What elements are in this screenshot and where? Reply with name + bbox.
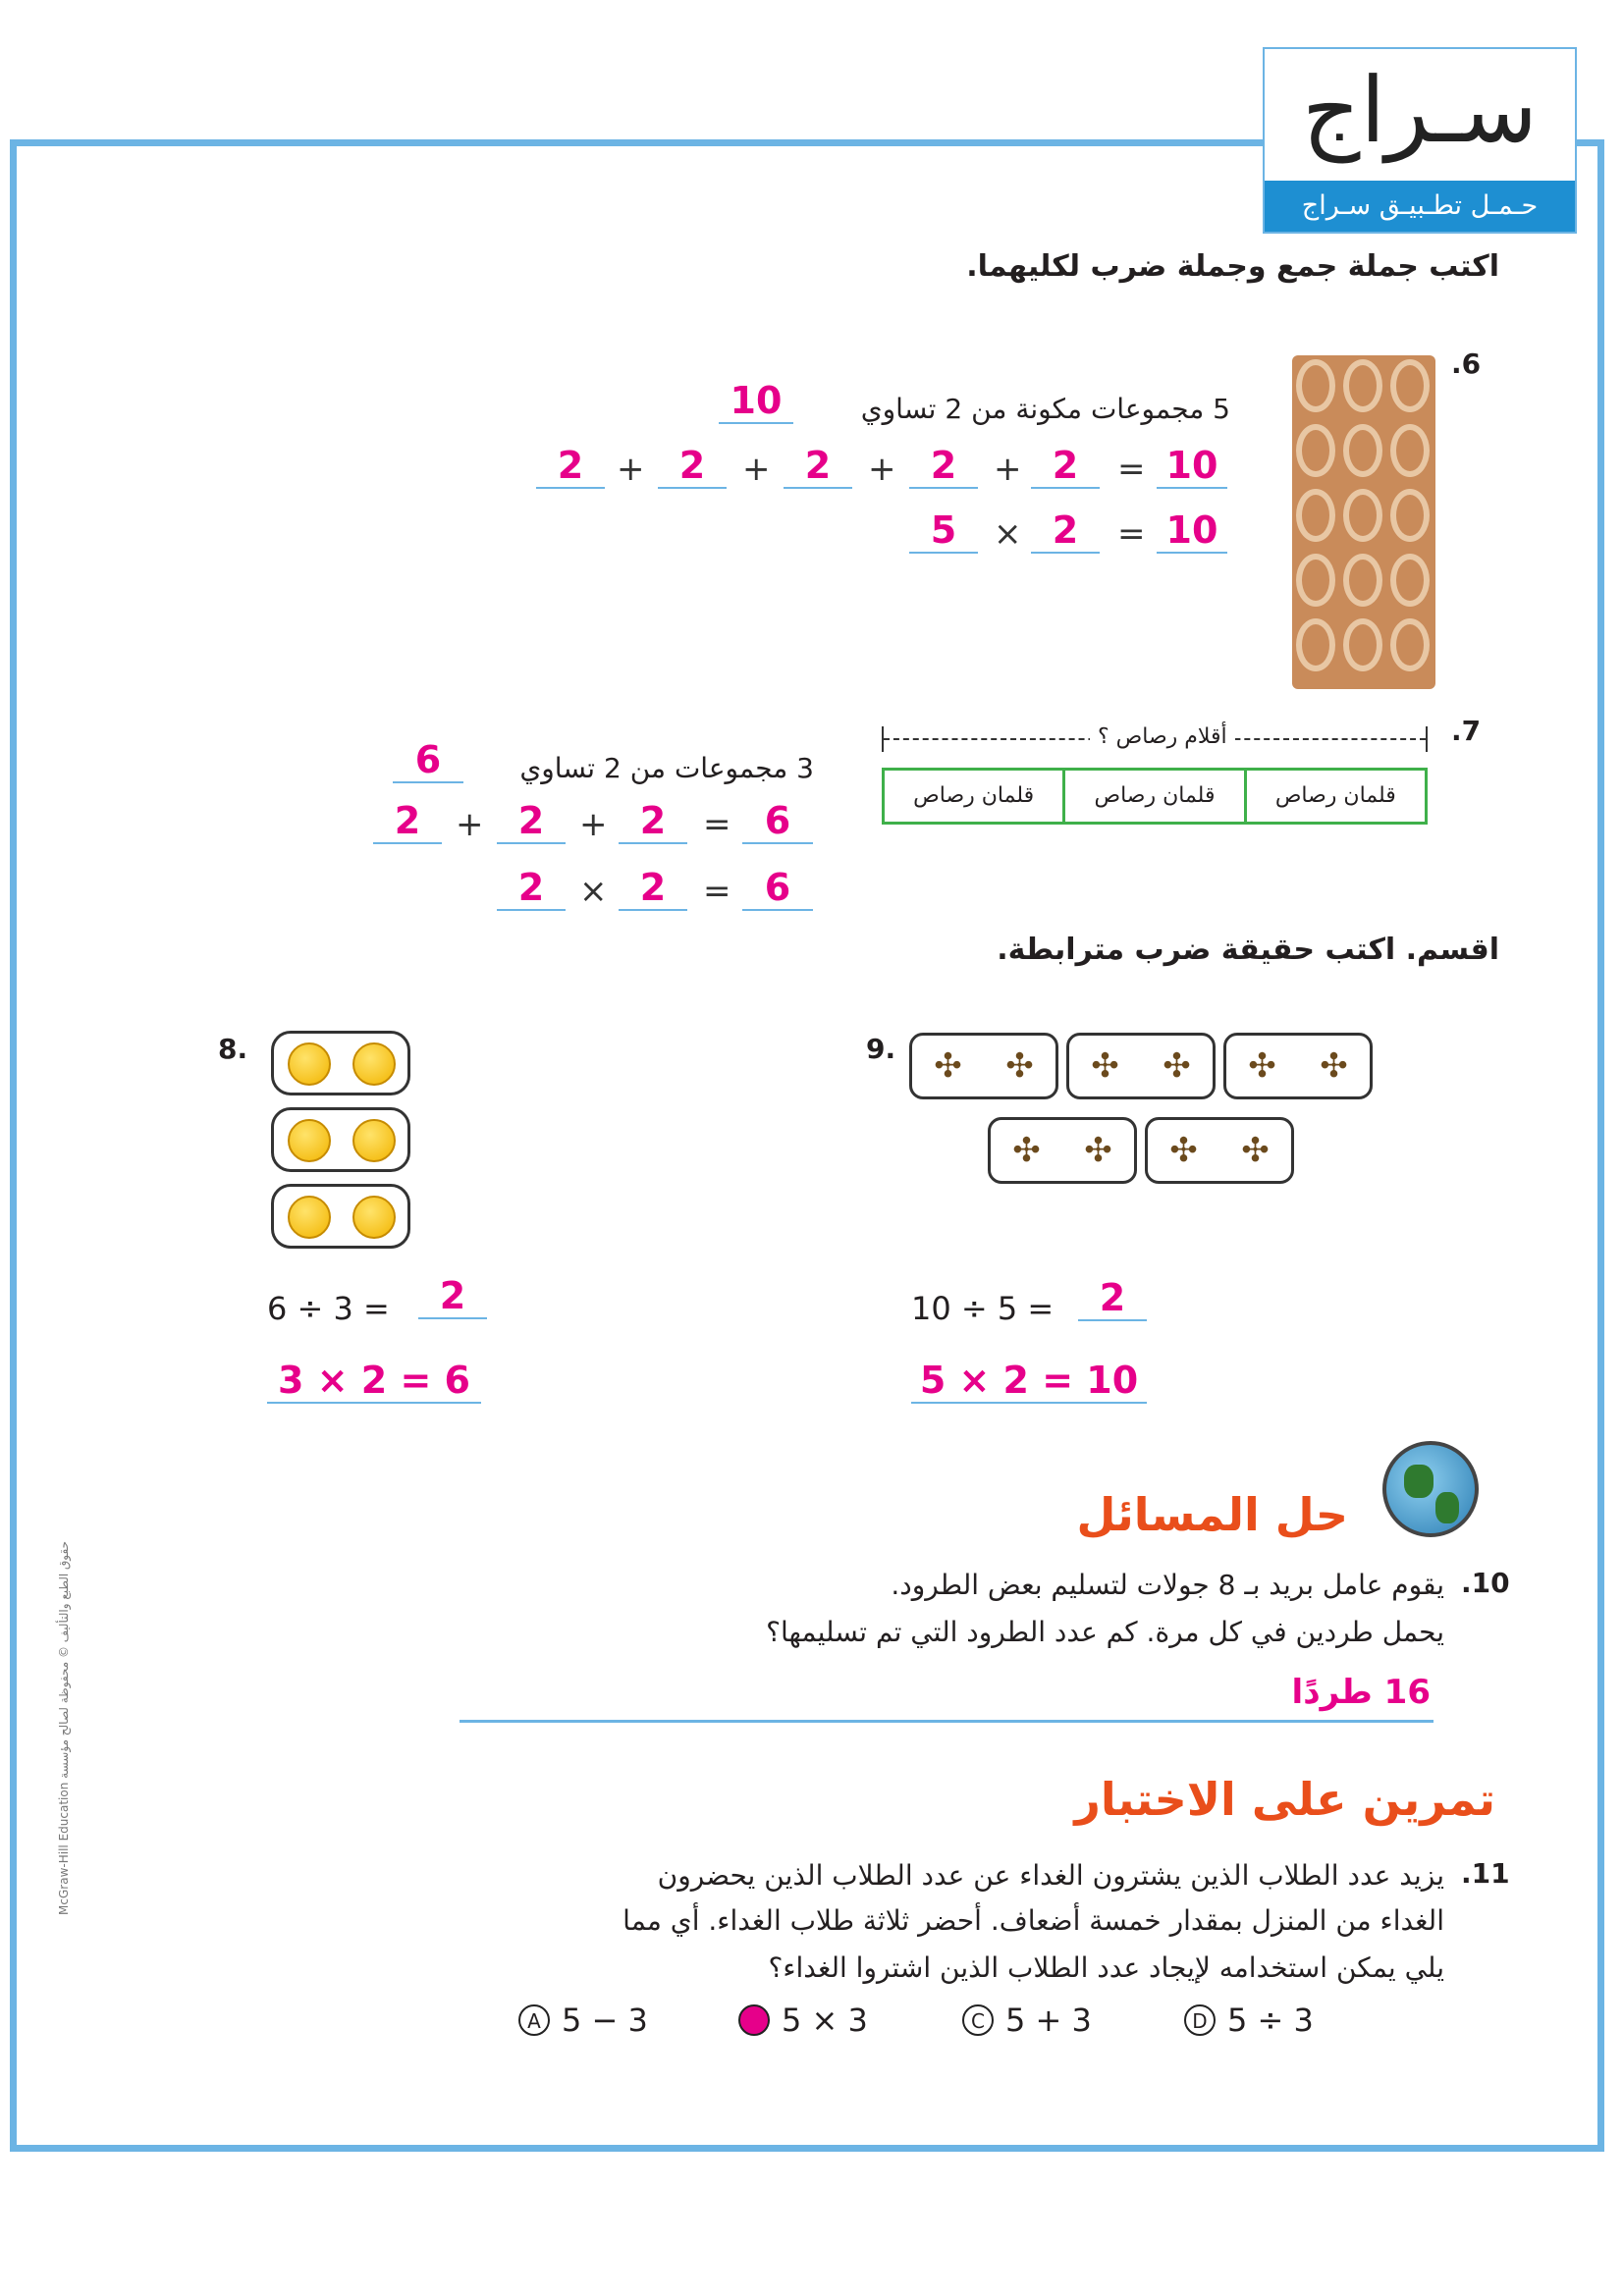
instruction-1: اكتب جملة جمع وجملة ضرب لكليهما. bbox=[966, 249, 1499, 284]
q7-number: .7 bbox=[1451, 715, 1482, 747]
choice-bubble-selected[interactable]: B bbox=[738, 2004, 770, 2036]
bar-cell: قلمان رصاص bbox=[1244, 771, 1425, 822]
q11-line2: الغداء من المنزل بمقدار خمسة أضعاف. أحضر ثلاثة طلاب الغداء. أي مما bbox=[622, 1904, 1444, 1937]
q6-number: .6 bbox=[1451, 347, 1482, 380]
q11-number: .11 bbox=[1461, 1857, 1510, 1890]
q6-answer[interactable]: 10 bbox=[719, 379, 793, 424]
q6-statement: 5 مجموعات مكونة من 2 تساوي bbox=[860, 393, 1230, 425]
bar-tick-right bbox=[1426, 726, 1428, 752]
globe-icon bbox=[1382, 1441, 1479, 1537]
counter-group bbox=[271, 1184, 410, 1249]
q8-fact[interactable]: 3 × 2 = 6 bbox=[267, 1359, 481, 1404]
q6-addend-3[interactable]: 2 bbox=[784, 444, 852, 489]
choice-c[interactable] bbox=[962, 2001, 1092, 2040]
logo-subtitle: حـمـل تطـبيـق سـراج bbox=[1265, 181, 1575, 232]
plus-sign: + bbox=[742, 450, 771, 489]
q8-number: 8. bbox=[218, 1033, 248, 1065]
q11-line3: يلي يمكن استخدامه لإيجاد عدد الطلاب الذين اشتروا الغداء؟ bbox=[768, 1951, 1444, 1984]
plus-sign: + bbox=[994, 450, 1022, 489]
pretzel-image bbox=[1292, 355, 1435, 689]
equals-sign: = bbox=[1117, 450, 1146, 489]
plus-sign: + bbox=[456, 805, 484, 844]
q9-division: 10 ÷ 5 = bbox=[911, 1290, 1055, 1327]
section-test-practice: تمرين على الاختبار bbox=[1074, 1773, 1495, 1826]
bee-group: ✣ ✣ bbox=[1223, 1033, 1373, 1099]
q11-line1: يزيد عدد الطلاب الذين يشترون الغداء عن عدد الطلاب الذين يحضرون bbox=[657, 1859, 1444, 1892]
q7-statement: 3 مجموعات من 2 تساوي bbox=[519, 752, 814, 784]
copyright-note: حقوق الطبع والتأليف © محفوظة لصالح مؤسسة McGraw-Hill Education bbox=[57, 1541, 71, 1915]
bee-group: ✣ ✣ bbox=[909, 1033, 1058, 1099]
q7-mult-a[interactable]: 2 bbox=[497, 866, 566, 911]
bar-cell: قلمان رصاص bbox=[1062, 771, 1243, 822]
answer-line bbox=[460, 1720, 1434, 1723]
choice-bubble[interactable]: C bbox=[962, 2004, 994, 2036]
counter-group bbox=[271, 1031, 410, 1095]
q6-addend-4[interactable]: 2 bbox=[909, 444, 978, 489]
q9-number: 9. bbox=[866, 1033, 896, 1065]
section-problem-solving: حل المسائل bbox=[1076, 1488, 1348, 1541]
choice-text: 5 × 3 bbox=[782, 2002, 868, 2039]
q10-line1: يقوم عامل بريد بـ 8 جولات لتسليم بعض الطرود. bbox=[891, 1569, 1444, 1601]
plus-sign: + bbox=[868, 450, 896, 489]
bar-label: أقلام رصاص ؟ bbox=[1090, 724, 1235, 749]
plus-sign: + bbox=[617, 450, 645, 489]
equals-sign: = bbox=[1117, 514, 1146, 554]
q8-division: 6 ÷ 3 = bbox=[267, 1290, 390, 1327]
q6-mult-a[interactable]: 5 bbox=[909, 508, 978, 554]
bee-group: ✣ ✣ bbox=[988, 1117, 1137, 1184]
choice-text: 5 − 3 bbox=[562, 2002, 648, 2039]
times-sign: × bbox=[994, 514, 1022, 554]
bee-group: ✣ ✣ bbox=[1145, 1117, 1294, 1184]
counter-group bbox=[271, 1107, 410, 1172]
q7-sum[interactable]: 6 bbox=[742, 799, 813, 844]
equals-sign: = bbox=[703, 872, 731, 911]
q7-addend-2[interactable]: 2 bbox=[497, 799, 566, 844]
choice-text: 5 + 3 bbox=[1005, 2002, 1092, 2039]
q7-answer[interactable]: 6 bbox=[393, 738, 463, 783]
choice-bubble[interactable]: D bbox=[1184, 2004, 1216, 2036]
choice-a[interactable] bbox=[518, 2001, 648, 2040]
q6-mult-b[interactable]: 2 bbox=[1031, 508, 1100, 554]
q6-product[interactable]: 10 bbox=[1157, 508, 1227, 554]
choice-b[interactable] bbox=[738, 2001, 868, 2040]
plus-sign: + bbox=[579, 805, 608, 844]
choice-text: 5 ÷ 3 bbox=[1227, 2002, 1314, 2039]
q6-addend-2[interactable]: 2 bbox=[658, 444, 727, 489]
q10-number: .10 bbox=[1461, 1567, 1510, 1599]
siraj-logo[interactable] bbox=[1263, 47, 1577, 234]
bee-group: ✣ ✣ bbox=[1066, 1033, 1216, 1099]
q9-fact[interactable]: 5 × 2 = 10 bbox=[911, 1359, 1147, 1404]
logo-title: سـراج bbox=[1302, 58, 1538, 163]
q10-line2: يحمل طردين في كل مرة. كم عدد الطرود التي تم تسليمها؟ bbox=[766, 1616, 1444, 1648]
bar-cell: قلمان رصاص bbox=[913, 783, 1035, 808]
choice-bubble[interactable]: A bbox=[518, 2004, 550, 2036]
q9-quotient[interactable]: 2 bbox=[1078, 1276, 1147, 1321]
choice-d[interactable] bbox=[1184, 2001, 1314, 2040]
instruction-2: اقسم. اكتب حقيقة ضرب مترابطة. bbox=[997, 933, 1499, 967]
q6-addend-5[interactable]: 2 bbox=[1031, 444, 1100, 489]
q7-addend-1[interactable]: 2 bbox=[373, 799, 442, 844]
equals-sign: = bbox=[703, 805, 731, 844]
q7-product[interactable]: 6 bbox=[742, 866, 813, 911]
q6-sum[interactable]: 10 bbox=[1157, 444, 1227, 489]
q8-quotient[interactable]: 2 bbox=[418, 1274, 487, 1319]
q7-addend-3[interactable]: 2 bbox=[619, 799, 687, 844]
times-sign: × bbox=[579, 872, 608, 911]
q6-addend-1[interactable]: 2 bbox=[536, 444, 605, 489]
q7-mult-b[interactable]: 2 bbox=[619, 866, 687, 911]
q10-answer[interactable]: 16 طردًا bbox=[1291, 1673, 1431, 1712]
bar-model bbox=[882, 768, 1428, 825]
